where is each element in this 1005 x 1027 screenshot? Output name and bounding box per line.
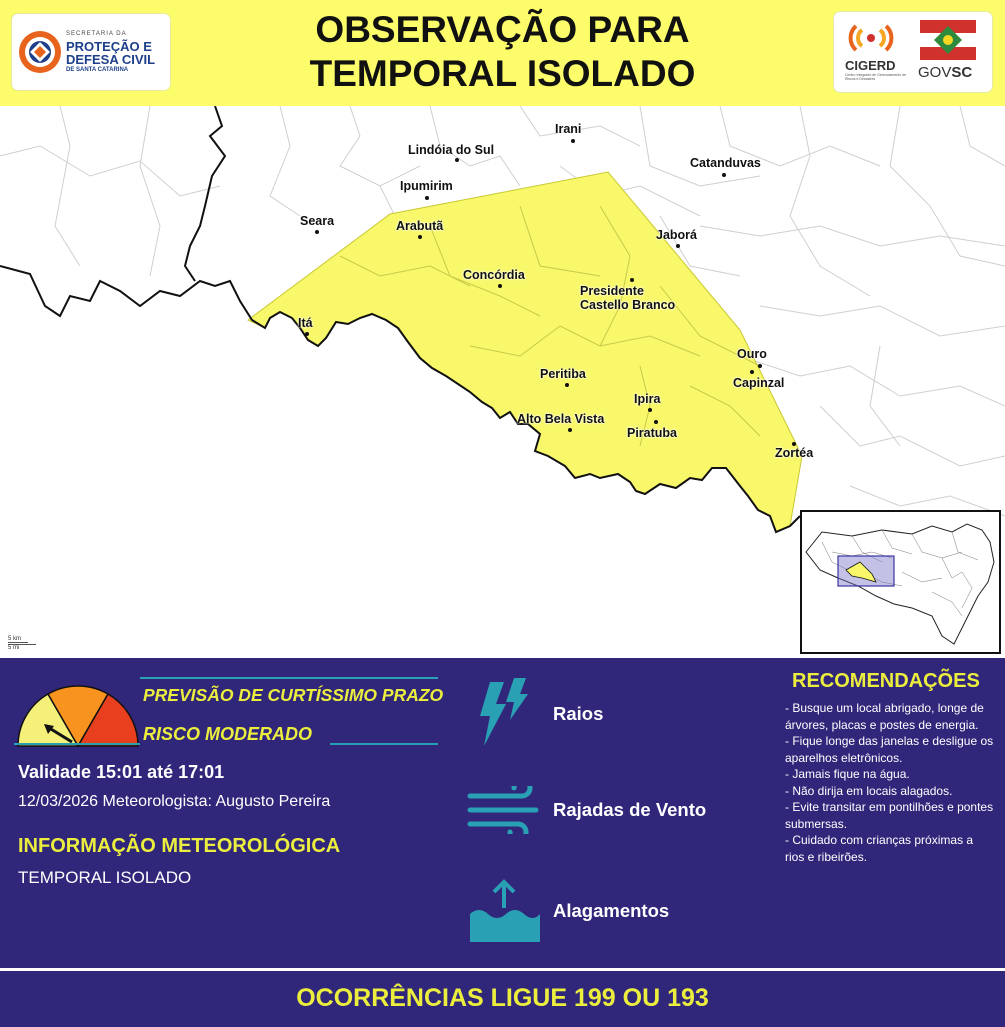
validity: Validade 15:01 até 17:01 <box>18 762 225 782</box>
cigerd-name: CIGERD <box>845 58 896 73</box>
recommendations-list <box>785 700 995 865</box>
hazard-label-alagamentos: Alagamentos <box>553 900 670 921</box>
flood-icon <box>468 878 540 942</box>
cigerd-govsc-logos <box>834 12 992 92</box>
emergency-phone-text: OCORRÊNCIAS LIGUE 199 OU 193 <box>296 984 709 1012</box>
city-dot-presidente-castello-branco <box>630 278 634 282</box>
risk-level: RISCO MODERADO <box>143 724 313 744</box>
city-dot-arabuta <box>418 235 422 239</box>
city-label-castello-branco: Castello Branco <box>580 298 676 312</box>
info-panel <box>0 656 1005 970</box>
city-dot-ipira <box>648 408 652 412</box>
gauge-rule-top <box>140 677 438 679</box>
city-label-lindoia-do-sul: Lindóia do Sul <box>408 143 495 157</box>
city-label-capinzal: Capinzal <box>733 376 785 390</box>
map-scale <box>8 636 36 651</box>
city-dot-piratuba <box>654 420 658 424</box>
sc-flag-icon <box>920 20 976 60</box>
footer-banner <box>0 968 1005 1027</box>
city-dot-peritiba <box>565 383 569 387</box>
hazard-label-rajadas: Rajadas de Vento <box>553 799 707 820</box>
city-dot-capinzal <box>750 370 754 374</box>
info-value: TEMPORAL ISOLADO <box>18 868 192 887</box>
city-dot-ita <box>305 332 309 336</box>
city-label-presidente: Presidente <box>580 284 644 298</box>
recommendation-item: - Busque um local abrigado, longe de árvores, placas e postes de energia. <box>785 701 984 732</box>
govsc-text <box>918 64 972 81</box>
city-label-alto-bela-vista: Alto Bela Vista <box>517 412 605 426</box>
map-area <box>0 106 1005 656</box>
city-label-jabora: Jaborá <box>656 228 697 242</box>
risk-gauge-icon <box>16 684 140 750</box>
defesa-logo-line3: DE SANTA CATARINA <box>66 67 129 73</box>
defesa-civil-logo <box>12 14 170 90</box>
city-dot-jabora <box>676 244 680 248</box>
cigerd-signal-icon <box>846 20 896 56</box>
city-label-seara: Seara <box>300 214 335 228</box>
city-dot-lindoia-do-sul <box>455 158 459 162</box>
gauge-rule-bottom <box>14 743 140 745</box>
city-dot-ipumirim <box>425 196 429 200</box>
city-dot-concordia <box>498 284 502 288</box>
city-dot-zortea <box>792 442 796 446</box>
city-label-peritiba: Peritiba <box>540 367 586 381</box>
city-label-ouro: Ouro <box>737 347 767 361</box>
defesa-civil-emblem-icon <box>17 29 63 75</box>
city-label-arabuta: Arabutã <box>396 219 444 233</box>
city-label-catanduvas: Catanduvas <box>690 156 761 170</box>
locator-inset-map <box>800 510 1001 654</box>
recommendation-item: - Cuidado com crianças próximas a rios e ribeirões. <box>785 833 974 864</box>
lightning-icon <box>472 676 532 752</box>
city-label-piratuba: Piratuba <box>627 426 678 440</box>
city-label-zortea: Zortéa <box>775 446 814 460</box>
govsc-prefix: GOV <box>918 64 952 81</box>
city-dot-irani <box>571 139 575 143</box>
defesa-logo-small: SECRETARIA DA <box>66 31 127 37</box>
title-line1: OBSERVAÇÃO PARA <box>315 9 690 50</box>
city-label-ipira: Ipira <box>634 392 661 406</box>
recommendation-item: - Fique longe das janelas e desligue os aparelhos eletrônicos. <box>785 734 994 765</box>
date-meteorologist: 12/03/2026 Meteorologista: Augusto Pereira <box>18 793 331 810</box>
city-label-ita: Itá <box>298 316 313 330</box>
scale-mi: 5 mi <box>8 644 36 651</box>
city-dot-alto-bela-vista <box>568 428 572 432</box>
scale-km: 5 km <box>8 636 28 643</box>
recommendation-item: - Não dirija em locais alagados. <box>785 783 953 798</box>
hazard-label-raios: Raios <box>553 703 604 724</box>
defesa-logo-line1: PROTEÇÃO E <box>66 39 152 54</box>
page-title <box>200 8 805 96</box>
defesa-logo-line2: DEFESA CIVIL <box>66 52 156 67</box>
recommendations-title: RECOMENDAÇÕES <box>792 670 980 692</box>
city-label-concordia: Concórdia <box>463 268 525 282</box>
title-line2: TEMPORAL ISOLADO <box>309 53 696 94</box>
header-banner <box>0 0 1005 106</box>
city-label-ipumirim: Ipumirim <box>400 179 453 193</box>
info-title: INFORMAÇÃO METEOROLÓGICA <box>18 835 341 857</box>
risk-rule-right <box>330 743 438 745</box>
recommendation-item: - Evite transitar em pontilhões e pontes submersas. <box>785 800 994 831</box>
city-dot-catanduvas <box>722 173 726 177</box>
cigerd-sub: Centro Integrado de Gerenciamento de Riscos e Desastres <box>845 73 906 81</box>
city-dot-seara <box>315 230 319 234</box>
recommendation-item: - Jamais fique na água. <box>785 767 910 781</box>
forecast-type: PREVISÃO DE CURTÍSSIMO PRAZO <box>143 685 444 705</box>
city-label-irani: Irani <box>555 122 582 136</box>
city-dot-ouro <box>758 364 762 368</box>
wind-icon <box>466 786 546 834</box>
govsc-suffix: SC <box>951 64 973 81</box>
